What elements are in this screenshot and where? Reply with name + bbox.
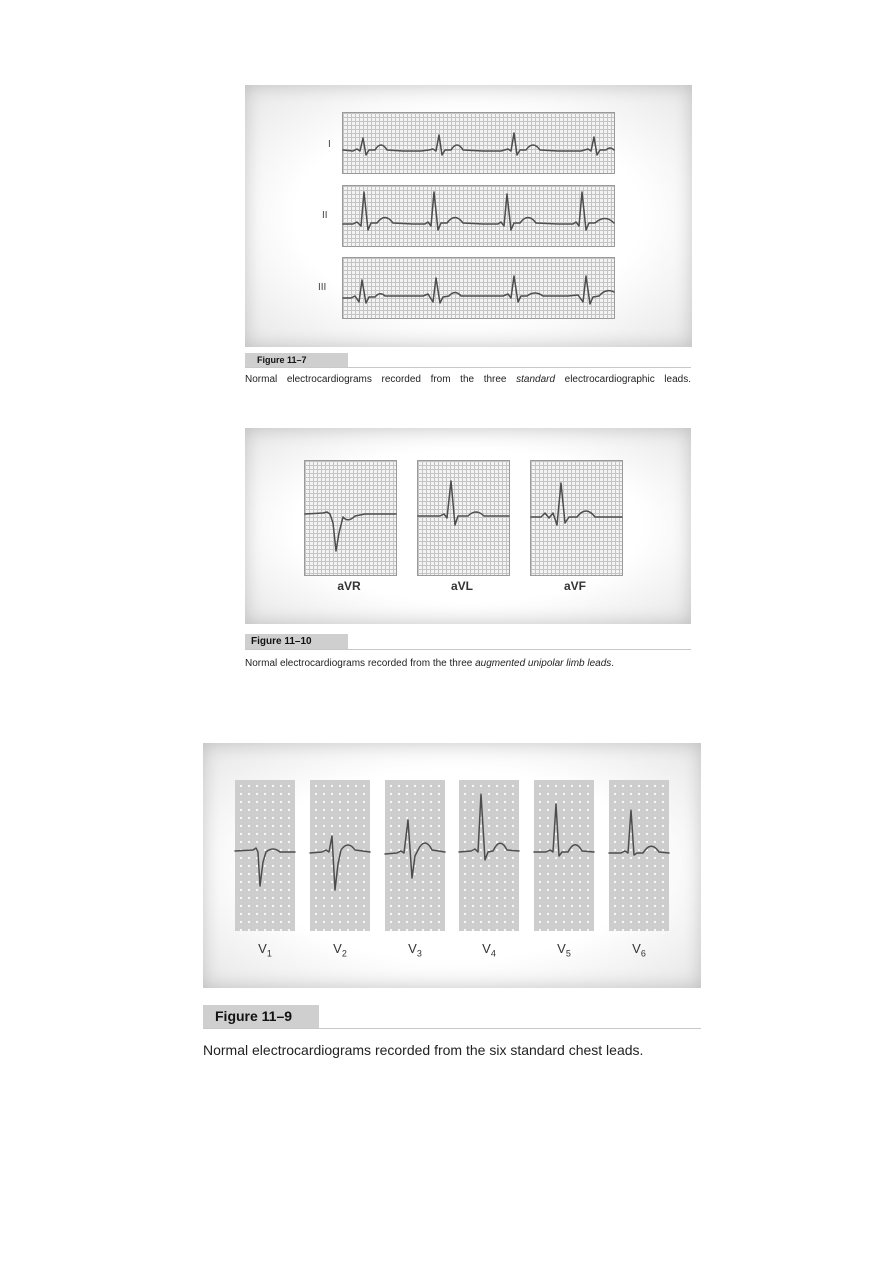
lead-label-i: I <box>328 139 331 150</box>
figure-11-10-caption-end: . <box>611 658 615 669</box>
lead-letter: V <box>408 941 417 956</box>
lead-label-iii: III <box>318 282 327 293</box>
lead-label-v1 <box>245 941 285 959</box>
ecg-strip-v1 <box>235 780 295 931</box>
lead-label-avr: aVR <box>337 579 361 593</box>
figure-11-7-caption <box>245 375 691 386</box>
lead-number: 1 <box>266 948 272 959</box>
ecg-strip-lead-ii <box>342 185 615 247</box>
figure-11-10-panel <box>245 428 691 624</box>
lead-label-v6 <box>619 941 659 959</box>
figure-11-9-tag: Figure 11–9 <box>203 1005 319 1028</box>
ecg-trace-v5 <box>534 804 594 856</box>
figure-11-10-caption <box>245 659 691 670</box>
lead-number: 4 <box>490 948 496 959</box>
ecg-strip-lead-iii <box>342 257 615 319</box>
lead-label-v3 <box>395 941 435 959</box>
lead-letter: V <box>258 941 267 956</box>
lead-label-v5 <box>544 941 584 959</box>
figure-11-7-caption-end: electrocardiographic leads. <box>555 374 691 385</box>
figure-11-7-panel <box>245 85 692 347</box>
ecg-strip-v5 <box>534 780 594 931</box>
ecg-strip-avr <box>304 460 397 576</box>
figure-11-7-header <box>245 353 691 368</box>
ecg-trace-avl <box>418 481 509 525</box>
lead-number: 3 <box>416 948 422 959</box>
figure-11-7-tag: Figure 11–7 <box>245 353 348 367</box>
ecg-strip-v3 <box>385 780 445 931</box>
figure-11-7-caption-start: Normal electrocardiograms recorded from the three <box>245 374 517 385</box>
ecg-strip-avl <box>417 460 510 576</box>
figure-11-10-header <box>245 634 691 650</box>
lead-label-avf: aVF <box>563 579 586 593</box>
lead-label-v2 <box>320 941 360 959</box>
figure-11-10-caption-emphasis: augmented unipolar limb leads <box>475 658 612 669</box>
ecg-strip-v2 <box>310 780 370 931</box>
ecg-strip-v6 <box>609 780 669 931</box>
ecg-trace-avr <box>305 512 396 551</box>
figure-11-9-header <box>203 1005 701 1029</box>
figure-11-10-tag: Figure 11–10 <box>245 634 348 649</box>
lead-number: 2 <box>341 948 347 959</box>
ecg-strip-avf <box>530 460 623 576</box>
ecg-trace-v4 <box>459 794 519 860</box>
lead-letter: V <box>557 941 566 956</box>
figure-11-10-caption-start: Normal electrocardiograms recorded from the three <box>245 658 476 669</box>
lead-letter: V <box>632 941 641 956</box>
lead-letter: V <box>482 941 491 956</box>
lead-number: 6 <box>640 948 646 959</box>
ecg-strip-v4 <box>459 780 519 931</box>
ecg-trace-v1 <box>235 848 295 886</box>
ecg-trace-v6 <box>609 810 669 855</box>
lead-number: 5 <box>565 948 571 959</box>
ecg-trace-avf <box>531 483 622 525</box>
lead-label-ii: II <box>322 210 328 221</box>
ecg-trace-lead-i <box>343 133 614 155</box>
lead-label-avl: aVL <box>450 579 473 593</box>
lead-label-v4 <box>469 941 509 959</box>
figure-11-7-caption-emphasis: standard <box>516 374 556 385</box>
ecg-trace-lead-ii <box>343 192 614 230</box>
ecg-trace-v2 <box>310 836 370 890</box>
lead-letter: V <box>333 941 342 956</box>
figure-11-9-panel <box>203 743 701 988</box>
figure-11-9-caption: Normal electrocardiograms recorded from the six standard chest leads. <box>203 1042 644 1058</box>
ecg-trace-lead-iii <box>343 276 614 304</box>
ecg-trace-v3 <box>385 820 445 878</box>
ecg-strip-lead-i <box>342 112 615 174</box>
